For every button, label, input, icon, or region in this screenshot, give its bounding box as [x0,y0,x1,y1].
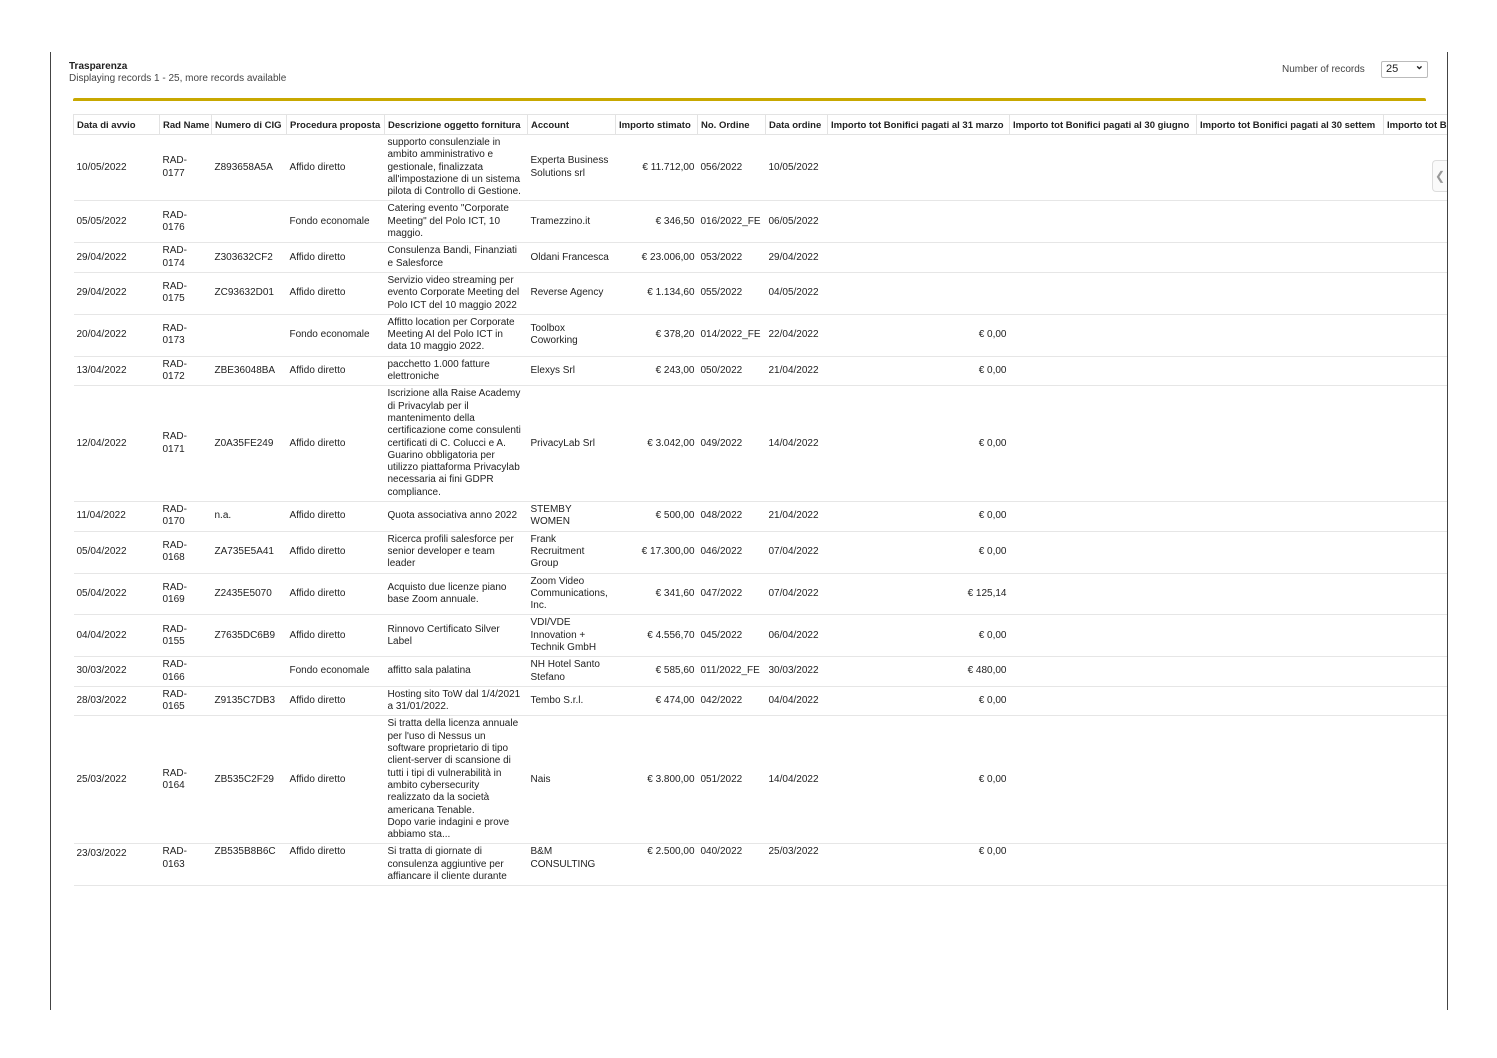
cell-procedura: Fondo economale [287,657,385,687]
cell-importo-stimato: € 346,50 [616,201,698,243]
cell-bonifici-marzo [828,201,1010,243]
cell-bonifici-giugno [1010,502,1197,532]
cell-data-ordine: 04/04/2022 [766,686,828,716]
column-header-rad-name[interactable]: Rad Name [160,115,212,135]
cell-bonifici-marzo: € 0,00 [828,314,1010,356]
cell-importo-stimato: € 4.556,70 [616,615,698,657]
cell-ordine: 049/2022 [698,386,766,502]
chevron-left-icon[interactable]: ❮ [1432,160,1447,192]
cell-bonifici-marzo: € 0,00 [828,502,1010,532]
cell-account: Reverse Agency [528,272,616,314]
table-row[interactable] [74,243,1448,273]
cell-data-avvio: 29/04/2022 [74,243,160,273]
cell-bonifici-settembre [1197,686,1384,716]
cell-ordine: 048/2022 [698,502,766,532]
cell-bonifici-marzo [828,243,1010,273]
cell-bonifici-giugno [1010,615,1197,657]
cell-bonifici-marzo: € 0,00 [828,386,1010,502]
cell-procedura: Affido diretto [287,272,385,314]
cell-bonifici-extra [1384,657,1448,687]
cell-rad-name: RAD-0171 [160,386,212,502]
cell-ordine: 046/2022 [698,531,766,573]
column-header-bonifici-extra[interactable]: Importo tot B [1384,115,1448,135]
table-row[interactable] [74,314,1448,356]
cell-data-avvio: 25/03/2022 [74,716,160,844]
cell-cig [212,314,287,356]
cell-data-avvio: 11/04/2022 [74,502,160,532]
cell-bonifici-marzo: € 480,00 [828,657,1010,687]
cell-bonifici-giugno [1010,686,1197,716]
cell-data-ordine: 07/04/2022 [766,573,828,615]
cell-account: Oldani Francesca [528,243,616,273]
cell-descrizione: Affitto location per Corporate Meeting AI del Polo ICT in data 10 maggio 2022. [385,314,528,356]
cell-cig: ZB535C2F29 [212,716,287,844]
cell-rad-name: RAD-0166 [160,657,212,687]
table-row[interactable] [74,272,1448,314]
cell-data-avvio: 05/05/2022 [74,201,160,243]
cell-bonifici-extra [1384,716,1448,844]
cell-bonifici-marzo: € 0,00 [828,615,1010,657]
cell-data-ordine: 21/04/2022 [766,356,828,386]
cell-rad-name: RAD-0164 [160,716,212,844]
table-row[interactable] [74,201,1448,243]
cell-bonifici-settembre [1197,135,1384,201]
cell-cig: Z7635DC6B9 [212,615,287,657]
records-count-value: 25 [1386,63,1399,75]
cell-descrizione: Catering evento "Corporate Meeting" del Polo ICT, 10 maggio. [385,201,528,243]
column-header-bonifici-giugno[interactable]: Importo tot Bonifici pagati al 30 giugno [1010,115,1197,135]
cell-descrizione: pacchetto 1.000 fatture elettroniche [385,356,528,386]
cell-data-avvio: 28/03/2022 [74,686,160,716]
table-row[interactable] [74,531,1448,573]
cell-bonifici-settembre [1197,716,1384,844]
cell-ordine: 047/2022 [698,573,766,615]
cell-data-ordine: 14/04/2022 [766,716,828,844]
cell-data-avvio: 05/04/2022 [74,573,160,615]
cell-bonifici-extra [1384,573,1448,615]
cell-bonifici-giugno [1010,201,1197,243]
cell-cig: Z0A35FE249 [212,386,287,502]
column-header-cig[interactable]: Numero di CIG [212,115,287,135]
cell-bonifici-settembre [1197,844,1384,886]
cell-ordine: 040/2022 [698,844,766,886]
cell-data-avvio: 13/04/2022 [74,356,160,386]
cell-bonifici-settembre [1197,356,1384,386]
cell-data-avvio: 23/03/2022 [74,844,160,886]
cell-data-ordine: 14/04/2022 [766,386,828,502]
cell-bonifici-settembre [1197,386,1384,502]
cell-rad-name: RAD-0172 [160,356,212,386]
cell-importo-stimato: € 500,00 [616,502,698,532]
cell-ordine: 011/2022_FE [698,657,766,687]
cell-rad-name: RAD-0177 [160,135,212,201]
cell-bonifici-giugno [1010,135,1197,201]
cell-data-avvio: 20/04/2022 [74,314,160,356]
cell-descrizione: Hosting sito ToW dal 1/4/2021 a 31/01/2022. [385,686,528,716]
cell-rad-name: RAD-0176 [160,201,212,243]
cell-bonifici-settembre [1197,615,1384,657]
cell-importo-stimato: € 3.042,00 [616,386,698,502]
table-row[interactable] [74,573,1448,615]
records-table [73,114,1447,886]
cell-data-ordine: 06/04/2022 [766,615,828,657]
cell-cig: Z2435E5070 [212,573,287,615]
records-table-container[interactable] [73,114,1447,1010]
cell-account: Zoom Video Communications, Inc. [528,573,616,615]
cell-cig [212,657,287,687]
cell-bonifici-marzo [828,135,1010,201]
cell-importo-stimato: € 341,60 [616,573,698,615]
column-header-procedura[interactable]: Procedura proposta [287,115,385,135]
cell-importo-stimato: € 243,00 [616,356,698,386]
cell-bonifici-extra [1384,243,1448,273]
cell-bonifici-extra [1384,844,1448,886]
cell-rad-name: RAD-0174 [160,243,212,273]
cell-descrizione: Iscrizione alla Raise Academy di Privacylab per il mantenimento della certificazione come consulenti certificati di C. Colucci e A. Guarino obbligatoria per utilizzo piattaforma Privacylab necessaria ai fini GDPR compliance. [385,386,528,502]
cell-data-avvio: 04/04/2022 [74,615,160,657]
cell-data-ordine: 22/04/2022 [766,314,828,356]
cell-data-avvio: 12/04/2022 [74,386,160,502]
cell-bonifici-settembre [1197,573,1384,615]
cell-procedura: Affido diretto [287,573,385,615]
cell-importo-stimato: € 23.006,00 [616,243,698,273]
cell-data-ordine: 21/04/2022 [766,502,828,532]
cell-ordine: 014/2022_FE [698,314,766,356]
cell-procedura: Affido diretto [287,243,385,273]
cell-bonifici-extra [1384,531,1448,573]
cell-bonifici-extra [1384,686,1448,716]
cell-data-ordine: 25/03/2022 [766,844,828,886]
column-header-data-ordine[interactable]: Data ordine [766,115,828,135]
cell-bonifici-marzo [828,272,1010,314]
cell-bonifici-settembre [1197,531,1384,573]
cell-rad-name: RAD-0168 [160,531,212,573]
cell-bonifici-giugno [1010,716,1197,844]
cell-bonifici-marzo: € 125,14 [828,573,1010,615]
cell-bonifici-extra [1384,272,1448,314]
cell-ordine: 056/2022 [698,135,766,201]
cell-bonifici-marzo: € 0,00 [828,356,1010,386]
cell-account: STEMBY WOMEN [528,502,616,532]
cell-procedura: Affido diretto [287,716,385,844]
cell-bonifici-extra [1384,135,1448,201]
column-header-data-avvio[interactable]: Data di avvio [74,115,160,135]
cell-cig: ZC93632D01 [212,272,287,314]
cell-bonifici-giugno [1010,531,1197,573]
cell-importo-stimato: € 11.712,00 [616,135,698,201]
cell-bonifici-settembre [1197,243,1384,273]
column-header-account[interactable]: Account [528,115,616,135]
cell-data-ordine: 10/05/2022 [766,135,828,201]
table-header-row [74,115,1448,135]
cell-bonifici-settembre [1197,201,1384,243]
cell-data-avvio: 29/04/2022 [74,272,160,314]
table-row[interactable] [74,386,1448,502]
cell-bonifici-giugno [1010,272,1197,314]
column-header-ordine[interactable]: No. Ordine [698,115,766,135]
cell-rad-name: RAD-0169 [160,573,212,615]
cell-data-ordine: 30/03/2022 [766,657,828,687]
cell-procedura: Affido diretto [287,502,385,532]
cell-account: PrivacyLab Srl [528,386,616,502]
cell-descrizione: Quota associativa anno 2022 [385,502,528,532]
cell-procedura: Affido diretto [287,615,385,657]
cell-bonifici-marzo: € 0,00 [828,716,1010,844]
cell-procedura: Affido diretto [287,135,385,201]
cell-ordine: 042/2022 [698,686,766,716]
cell-rad-name: RAD-0175 [160,272,212,314]
column-header-importo-stimato[interactable]: Importo stimato [616,115,698,135]
column-header-bonifici-marzo[interactable]: Importo tot Bonifici pagati al 31 marzo [828,115,1010,135]
cell-rad-name: RAD-0155 [160,615,212,657]
cell-cig: ZB535B8B6C [212,844,287,886]
cell-procedura: Affido diretto [287,844,385,886]
cell-bonifici-giugno [1010,243,1197,273]
cell-rad-name: RAD-0173 [160,314,212,356]
records-status: Displaying records 1 - 25, more records available [69,73,287,84]
records-count-label: Number of records [1282,64,1365,75]
cell-cig: ZA735E5A41 [212,531,287,573]
cell-bonifici-giugno [1010,844,1197,886]
cell-rad-name: RAD-0165 [160,686,212,716]
cell-importo-stimato: € 3.800,00 [616,716,698,844]
cell-rad-name: RAD-0170 [160,502,212,532]
cell-importo-stimato: € 378,20 [616,314,698,356]
cell-bonifici-giugno [1010,573,1197,615]
table-row[interactable] [74,615,1448,657]
cell-cig: Z893658A5A [212,135,287,201]
table-row[interactable] [74,686,1448,716]
page-title: Trasparenza [69,61,128,72]
cell-descrizione: Si tratta della licenza annuale per l'uso di Nessus un software proprietario di tipo client-server di scansione di tutti i tipi di vulnerabilità in ambito cybersecurity realizzato da la società americana Tenable. Dopo varie indagini e prove abbiamo sta... [385,716,528,844]
cell-descrizione: Consulenza Bandi, Finanziati e Salesforce [385,243,528,273]
cell-descrizione: Rinnovo Certificato Silver Label [385,615,528,657]
cell-bonifici-giugno [1010,314,1197,356]
cell-account: VDI/VDE Innovation + Technik GmbH [528,615,616,657]
cell-bonifici-extra [1384,386,1448,502]
cell-ordine: 050/2022 [698,356,766,386]
cell-bonifici-settembre [1197,502,1384,532]
cell-procedura: Fondo economale [287,201,385,243]
cell-ordine: 051/2022 [698,716,766,844]
cell-data-ordine: 04/05/2022 [766,272,828,314]
cell-account: Tembo S.r.l. [528,686,616,716]
cell-rad-name: RAD-0163 [160,844,212,886]
cell-bonifici-extra [1384,201,1448,243]
table-row[interactable] [74,844,1448,886]
cell-account: NH Hotel Santo Stefano [528,657,616,687]
cell-account: Elexys Srl [528,356,616,386]
cell-procedura: Affido diretto [287,686,385,716]
cell-data-ordine: 29/04/2022 [766,243,828,273]
cell-importo-stimato: € 2.500,00 [616,844,698,886]
cell-cig: n.a. [212,502,287,532]
cell-account: Tramezzino.it [528,201,616,243]
cell-descrizione: affitto sala palatina [385,657,528,687]
table-row[interactable] [74,502,1448,532]
cell-procedura: Fondo economale [287,314,385,356]
cell-data-avvio: 30/03/2022 [74,657,160,687]
cell-ordine: 016/2022_FE [698,201,766,243]
table-row[interactable] [74,135,1448,201]
cell-procedura: Affido diretto [287,356,385,386]
cell-importo-stimato: € 585,60 [616,657,698,687]
frame-right-border [1447,52,1448,1010]
cell-bonifici-marzo: € 0,00 [828,531,1010,573]
cell-cig [212,201,287,243]
cell-data-avvio: 10/05/2022 [74,135,160,201]
cell-bonifici-settembre [1197,657,1384,687]
cell-descrizione: Servizio video streaming per evento Corporate Meeting del Polo ICT del 10 maggio 2022 [385,272,528,314]
cell-procedura: Affido diretto [287,386,385,502]
cell-bonifici-marzo: € 0,00 [828,844,1010,886]
cell-data-ordine: 07/04/2022 [766,531,828,573]
cell-descrizione: supporto consulenziale in ambito amministrativo e gestionale, finalizzata all'impostazione di un sistema pilota di Controllo di Gestione. [385,135,528,201]
cell-ordine: 055/2022 [698,272,766,314]
cell-bonifici-extra [1384,314,1448,356]
cell-account: Frank Recruitment Group [528,531,616,573]
cell-importo-stimato: € 1.134,60 [616,272,698,314]
cell-account: B&M CONSULTING [528,844,616,886]
cell-cig: Z9135C7DB3 [212,686,287,716]
cell-descrizione: Acquisto due licenze piano base Zoom annuale. [385,573,528,615]
cell-bonifici-giugno [1010,386,1197,502]
cell-cig: ZBE36048BA [212,356,287,386]
column-header-descrizione[interactable]: Descrizione oggetto fornitura [385,115,528,135]
cell-ordine: 045/2022 [698,615,766,657]
cell-procedura: Affido diretto [287,531,385,573]
table-row[interactable] [74,657,1448,687]
cell-bonifici-marzo: € 0,00 [828,686,1010,716]
cell-data-ordine: 06/05/2022 [766,201,828,243]
accent-bar [73,98,1426,101]
column-header-bonifici-settembre[interactable]: Importo tot Bonifici pagati al 30 settem [1197,115,1384,135]
cell-bonifici-extra [1384,502,1448,532]
cell-importo-stimato: € 474,00 [616,686,698,716]
chevron-down-icon: ⌄ [1414,60,1424,72]
cell-account: Experta Business Solutions srl [528,135,616,201]
table-row[interactable] [74,716,1448,844]
table-row[interactable] [74,356,1448,386]
cell-account: Toolbox Coworking [528,314,616,356]
cell-descrizione: Ricerca profili salesforce per senior developer e team leader [385,531,528,573]
cell-account: Nais [528,716,616,844]
frame-left-border [50,52,51,1010]
cell-bonifici-extra [1384,615,1448,657]
cell-descrizione: Si tratta di giornate di consulenza aggiuntive per affiancare il cliente durante [385,844,528,886]
cell-bonifici-giugno [1010,356,1197,386]
cell-importo-stimato: € 17.300,00 [616,531,698,573]
cell-bonifici-extra [1384,356,1448,386]
cell-cig: Z303632CF2 [212,243,287,273]
cell-data-avvio: 05/04/2022 [74,531,160,573]
cell-bonifici-settembre [1197,314,1384,356]
cell-bonifici-settembre [1197,272,1384,314]
cell-bonifici-giugno [1010,657,1197,687]
cell-ordine: 053/2022 [698,243,766,273]
records-count-select[interactable] [1381,61,1428,78]
